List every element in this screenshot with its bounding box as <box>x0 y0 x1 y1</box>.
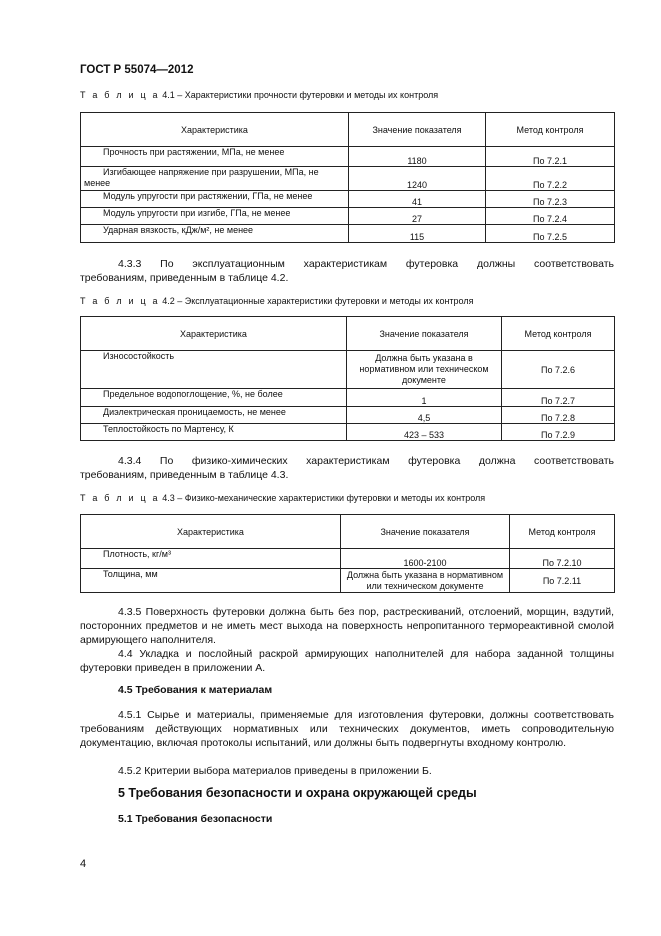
cell-characteristic: Износостойкость <box>81 351 347 389</box>
table-physical <box>80 514 615 593</box>
cell-characteristic <box>81 549 341 569</box>
paragraph-4-3-5 <box>80 605 614 647</box>
cell-method: По 7.2.5 <box>486 225 615 243</box>
cell-value: 423 – 533 <box>347 424 502 441</box>
cell-value: 1240 <box>349 167 486 191</box>
cell-method: По 7.2.2 <box>486 167 615 191</box>
cell-characteristic: Диэлектрическая проницаемость, не менее <box>81 407 347 424</box>
cell-value: 27 <box>349 208 486 225</box>
heading-section-5: 5 Требования безопасности и охрана окружающей среды <box>118 786 477 800</box>
paragraph-4-5-1 <box>80 708 614 750</box>
cell-characteristic: Прочность при растяжении, МПа, не менее <box>81 147 349 167</box>
table-row <box>81 424 615 441</box>
header-method: Метод контроля <box>486 113 615 147</box>
table-caption <box>80 296 474 306</box>
cell-characteristic: Модуль упругости при изгибе, ГПа, не менее <box>81 208 349 225</box>
table-row <box>81 225 615 243</box>
cell-value: 115 <box>349 225 486 243</box>
cell-value: 4,5 <box>347 407 502 424</box>
header-value: Значение показателя <box>347 317 502 351</box>
paragraph-4-3-3 <box>80 257 614 285</box>
paragraph-line: 4.3.3 По эксплуатационным характеристикам футеровка должны соответствовать <box>118 258 614 270</box>
cell-method: По 7.2.4 <box>486 208 615 225</box>
header-characteristic: Характеристика <box>81 113 349 147</box>
heading-5-1: 5.1 Требования безопасности <box>118 813 273 825</box>
paragraph-line: 4.3.4 По физико-химических характеристикам футеровка должна соответствовать <box>118 455 614 467</box>
paragraph-4-3-4 <box>80 454 614 482</box>
table-row <box>81 351 615 389</box>
cell-value: Должна быть указана в нормативном или техническом документе <box>341 569 510 593</box>
cell-value: 41 <box>349 191 486 208</box>
cell-method: По 7.2.6 <box>502 351 615 389</box>
cell-value: 1180 <box>349 147 486 167</box>
paragraph-4-5-2 <box>80 764 614 778</box>
table-operational <box>80 316 615 441</box>
paragraph-text: 4.5.1 Сырье и материалы, применяемые для изготовления футеровки, должны соответствовать требованиям действующих нормативных или технических документов, иметь сопроводительную документацию, включая протоколы испытаний, или должны быть подвергнуты входному контролю. <box>80 709 614 749</box>
cell-characteristic: Теплостойкость по Мартенсу, К <box>81 424 347 441</box>
header-value: Значение показателя <box>341 515 510 549</box>
table-row <box>81 208 615 225</box>
cell-method: По 7.2.7 <box>502 389 615 407</box>
header-characteristic: Характеристика <box>81 515 341 549</box>
cell-method: По 7.2.11 <box>510 569 615 593</box>
table-row <box>81 569 615 593</box>
cell-method: По 7.2.3 <box>486 191 615 208</box>
cell-method: По 7.2.8 <box>502 407 615 424</box>
document-header: ГОСТ Р 55074—2012 <box>80 64 194 76</box>
cell-method: По 7.2.10 <box>510 549 615 569</box>
page-number: 4 <box>80 858 87 870</box>
table-caption <box>80 90 438 100</box>
caption-text: 4.3 – Физико-механические характеристики футеровки и методы их контроля <box>162 493 486 503</box>
table-row <box>81 407 615 424</box>
cell-characteristic: Предельное водопоглощение, %, не более <box>81 389 347 407</box>
table-row <box>81 167 615 191</box>
table-row <box>81 147 615 167</box>
table-strength <box>80 112 615 243</box>
caption-prefix: Т а б л и ц а <box>80 493 160 503</box>
header-value: Значение показателя <box>349 113 486 147</box>
paragraph-text: 4.4 Укладка и послойный раскрой армирующих наполнителей для набора заданной толщины футеровки приведен в приложении А. <box>80 648 614 674</box>
table-row <box>81 191 615 208</box>
cell-characteristic: Толщина, мм <box>81 569 341 593</box>
paragraph-4-4 <box>80 647 614 675</box>
heading-4-5: 4.5 Требования к материалам <box>118 684 273 696</box>
cell-characteristic: Изгибающее напряжение при разрушении, МПа, не менее <box>81 167 349 191</box>
cell-value: 1600-2100 <box>341 549 510 569</box>
caption-text: 4.2 – Эксплуатационные характеристики футеровки и методы их контроля <box>162 296 474 306</box>
header-method: Метод контроля <box>510 515 615 549</box>
caption-prefix: Т а б л и ц а <box>80 296 160 306</box>
paragraph-text: 4.3.5 Поверхность футеровки должна быть без пор, растрескиваний, отслоений, морщин, вздутий, посторонних предметов и не иметь мест выхода на поверхность непропитанного термореактивной смолой армирующего наполнителя. <box>80 606 614 646</box>
table-caption <box>80 493 485 503</box>
cell-method: По 7.2.1 <box>486 147 615 167</box>
table-row <box>81 389 615 407</box>
header-characteristic: Характеристика <box>81 317 347 351</box>
paragraph-text: 4.5.2 Критерии выбора материалов приведены в приложении Б. <box>118 765 432 777</box>
cell-value: Должна быть указана в нормативном или техническом документе <box>347 351 502 389</box>
paragraph-line: требованиям, приведенным в таблице 4.3. <box>80 469 289 481</box>
paragraph-line: требованиям, приведенным в таблице 4.2. <box>80 272 289 284</box>
header-method: Метод контроля <box>502 317 615 351</box>
cell-value: 1 <box>347 389 502 407</box>
cell-characteristic: Ударная вязкость, кДж/м², не менее <box>81 225 349 243</box>
cell-method: По 7.2.9 <box>502 424 615 441</box>
cell-text: Плотность, кг/м³ <box>103 549 171 559</box>
table-row <box>81 549 615 569</box>
caption-text: 4.1 – Характеристики прочности футеровки и методы их контроля <box>162 90 439 100</box>
caption-prefix: Т а б л и ц а <box>80 90 160 100</box>
cell-characteristic: Модуль упругости при растяжении, ГПа, не менее <box>81 191 349 208</box>
